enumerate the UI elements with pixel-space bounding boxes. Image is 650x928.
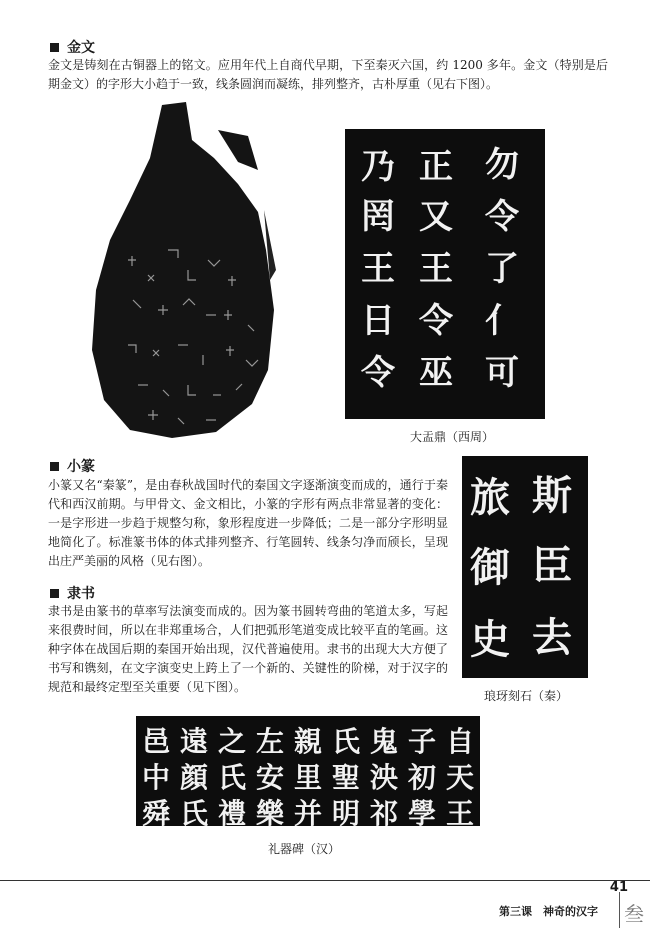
section-heading-jinwen <box>50 37 95 57</box>
caption-dayuding: 大盂鼎（西周） <box>410 430 495 444</box>
langya-inscription-image: 斯 旅 臣 御 去 史 <box>462 456 588 678</box>
square-bullet-icon <box>50 43 59 52</box>
bronze-vessel-rubbing-image <box>88 100 278 440</box>
heading-text: 隶书 <box>67 586 95 602</box>
dayuding-inscription-image: 乃 正 勿 罔 又 令 王 王 了 日 令 亻 令 巫 可 <box>345 129 545 419</box>
heading-text: 小篆 <box>67 459 95 475</box>
page-number: 41 <box>609 880 628 895</box>
paragraph-lishu: 隶书是由篆书的草率写法演变而成的。因为篆书圆转弯曲的笔道太多，写起来很费时间，所以在非郑重场合，人们把弧形笔道变成比较平直的笔画。这种字体在战国后期的秦国开始出现，汉代普遍使用。隶书的出现大大方便了书写和镌刻，在文字演变史上跨上了一个新的、关键性的阶梯，对于汉字的规范和最终定型至关重要（见下图）。 <box>48 604 448 694</box>
caption-liqibei: 礼器碑（汉） <box>268 842 341 856</box>
paragraph-xiaozhuan: 小篆又名“秦篆”，是由春秋战国时代的秦国文字逐渐演变而成的，通行于秦代和西汉前期。与甲骨文、金文相比，小篆的字形有两点非常显著的变化：一是字形进一步趋于规整匀称，象形程度进一步降低；二是一部分字形明显地简化了。标准篆书体的体式排列整齐、行笔圆转、线条匀净而颀长，呈现出庄严美丽的风格（见右图）。 <box>48 478 448 568</box>
heading-text: 金文 <box>67 40 95 56</box>
square-bullet-icon <box>50 589 59 598</box>
square-bullet-icon <box>50 462 59 471</box>
footer-divider <box>0 880 650 881</box>
paragraph-jinwen: 金文是铸刻在古铜器上的铭文。应用年代上自商代早期，下至秦灭六国，约 1200 多年。金文（特别是后期金文）的字形大小趋于一致，线条圆润而凝练，排列整齐，古朴厚重（见右下图）。 <box>48 58 608 91</box>
footer-corner-char: 叁 <box>624 902 644 926</box>
footer-lesson-title: 第三课 神奇的汉字 <box>499 905 598 918</box>
section-heading-lishu <box>50 583 95 603</box>
liqibei-inscription-image: 邑 遠 之 左 親 氏 鬼 子 自 中 顔 氏 安 里 聖 泱 初 天 舜 氏 禮 樂 并 明 祁 學 王 <box>136 716 480 826</box>
section-heading-xiaozhuan <box>50 456 95 476</box>
footer-corner-box <box>619 892 650 928</box>
caption-langya: 琅玡刻石（秦） <box>484 689 569 703</box>
